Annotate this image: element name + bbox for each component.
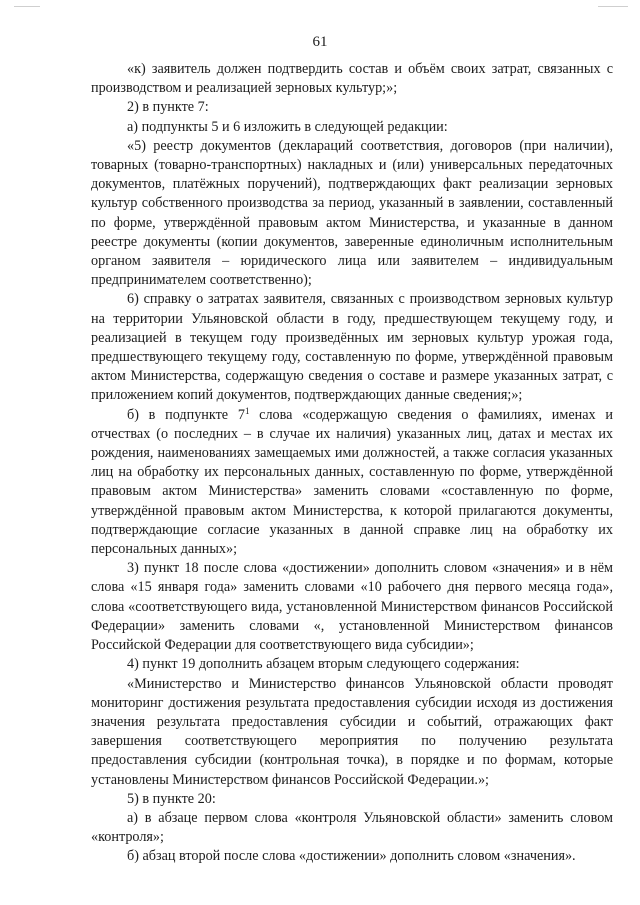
paragraph-subpoint-6: 6) справку о затратах заявителя, связанных с производством зерновых культур на территории Ульяновской области в году, предшествующем текущему году, и реализацией в текущем году произведённых им зерновых культур урожая года, предшествующего текущему году, составленную по форме, утверждённой правовым актом Министерства, содержащую сведения о составе и размере указанных затрат, с приложением копий документов, подтверждающих данные сведения;»;	[91, 291, 613, 404]
paragraph-k-clause: «к) заявитель должен подтвердить состав и объём своих затрат, связанных с производством и реализацией зерновых культур;»;	[91, 61, 613, 97]
paragraph-subpoint-5: «5) реестр документов (деклараций соответствия, договоров (при наличии), товарных (товарно-транспортных) накладных и (или) универсальных передаточных документов, платёжных поручений), подтверждающих факт реализации зерновых культур собственного производства за период, указанный в заявлении, составленный по форме, утверждённой правовым актом Министерства, и указанные в данном реестре документы (копии документов, заверенные единоличным исполнительным органом заявителя – юридического лица или заявителем – индивидуальным предпринимателем соответственно);	[91, 137, 613, 289]
paragraph-subitem-a: а) подпункты 5 и 6 изложить в следующей редакции:	[127, 118, 448, 135]
paragraph-subitem-b	[91, 406, 613, 560]
page-number: 61	[312, 34, 328, 50]
superscript-index: 1	[244, 405, 250, 416]
paragraph-item-5-a: а) в абзаце первом слова «контроля Ульяновской области» заменить словом «контроля»;	[91, 809, 613, 846]
scan-artifact	[598, 6, 628, 7]
paragraph-subitem-b-rest: слова «содержащую сведения о фамилиях, именах и отчествах (о последних – в случае их наличия) указанных лиц, датах и местах их рождения, наименованиях замещаемых ими должностей, а также согласия указанных лиц на обработку их персональных данных, составленную по форме, утверждённой правовым актом Министерства» заменить словами «составленную по форме, утверждённой правовым актом Министерства, к которой прилагаются документы, подтверждающие согласие указанных в данной справке лиц на обработку их персональных данных»;	[91, 406, 613, 558]
paragraph-subitem-b-start: б) в подпункте 7	[127, 406, 245, 423]
scan-artifact	[14, 6, 40, 7]
paragraph-item-5-b: б) абзац второй после слова «достижении» дополнить словом «значения».	[127, 848, 576, 865]
paragraph-monitoring-quote: «Министерство и Министерство финансов Ульяновской области проводят мониторинг достижения результата предоставления субсидии исходя из достижения значения результата предоставления субсидии и событий, отражающих факт завершения соответствующего мероприятия по получению результата предоставления субсидии (контрольная точка), в порядке и по формам, которые установлены Министерством финансов Российской Федерации.»;	[91, 675, 613, 788]
document-body	[91, 60, 613, 867]
paragraph-item-5-heading: 5) в пункте 20:	[127, 790, 216, 807]
paragraph-item-2-heading: 2) в пункте 7:	[127, 99, 209, 116]
paragraph-item-3: 3) пункт 18 после слова «достижении» дополнить словом «значения» и в нём слова «15 января года» заменить словами «10 рабочего дня первого месяца года», слова «соответствующего вида, установленной Министерством финансов Российской Федерации» заменить словами «, установленной Министерством финансов Российской Федерации для соответствующего вида субсидии»;	[91, 560, 613, 654]
paragraph-item-4-heading: 4) пункт 19 дополнить абзацем вторым следующего содержания:	[127, 656, 520, 673]
